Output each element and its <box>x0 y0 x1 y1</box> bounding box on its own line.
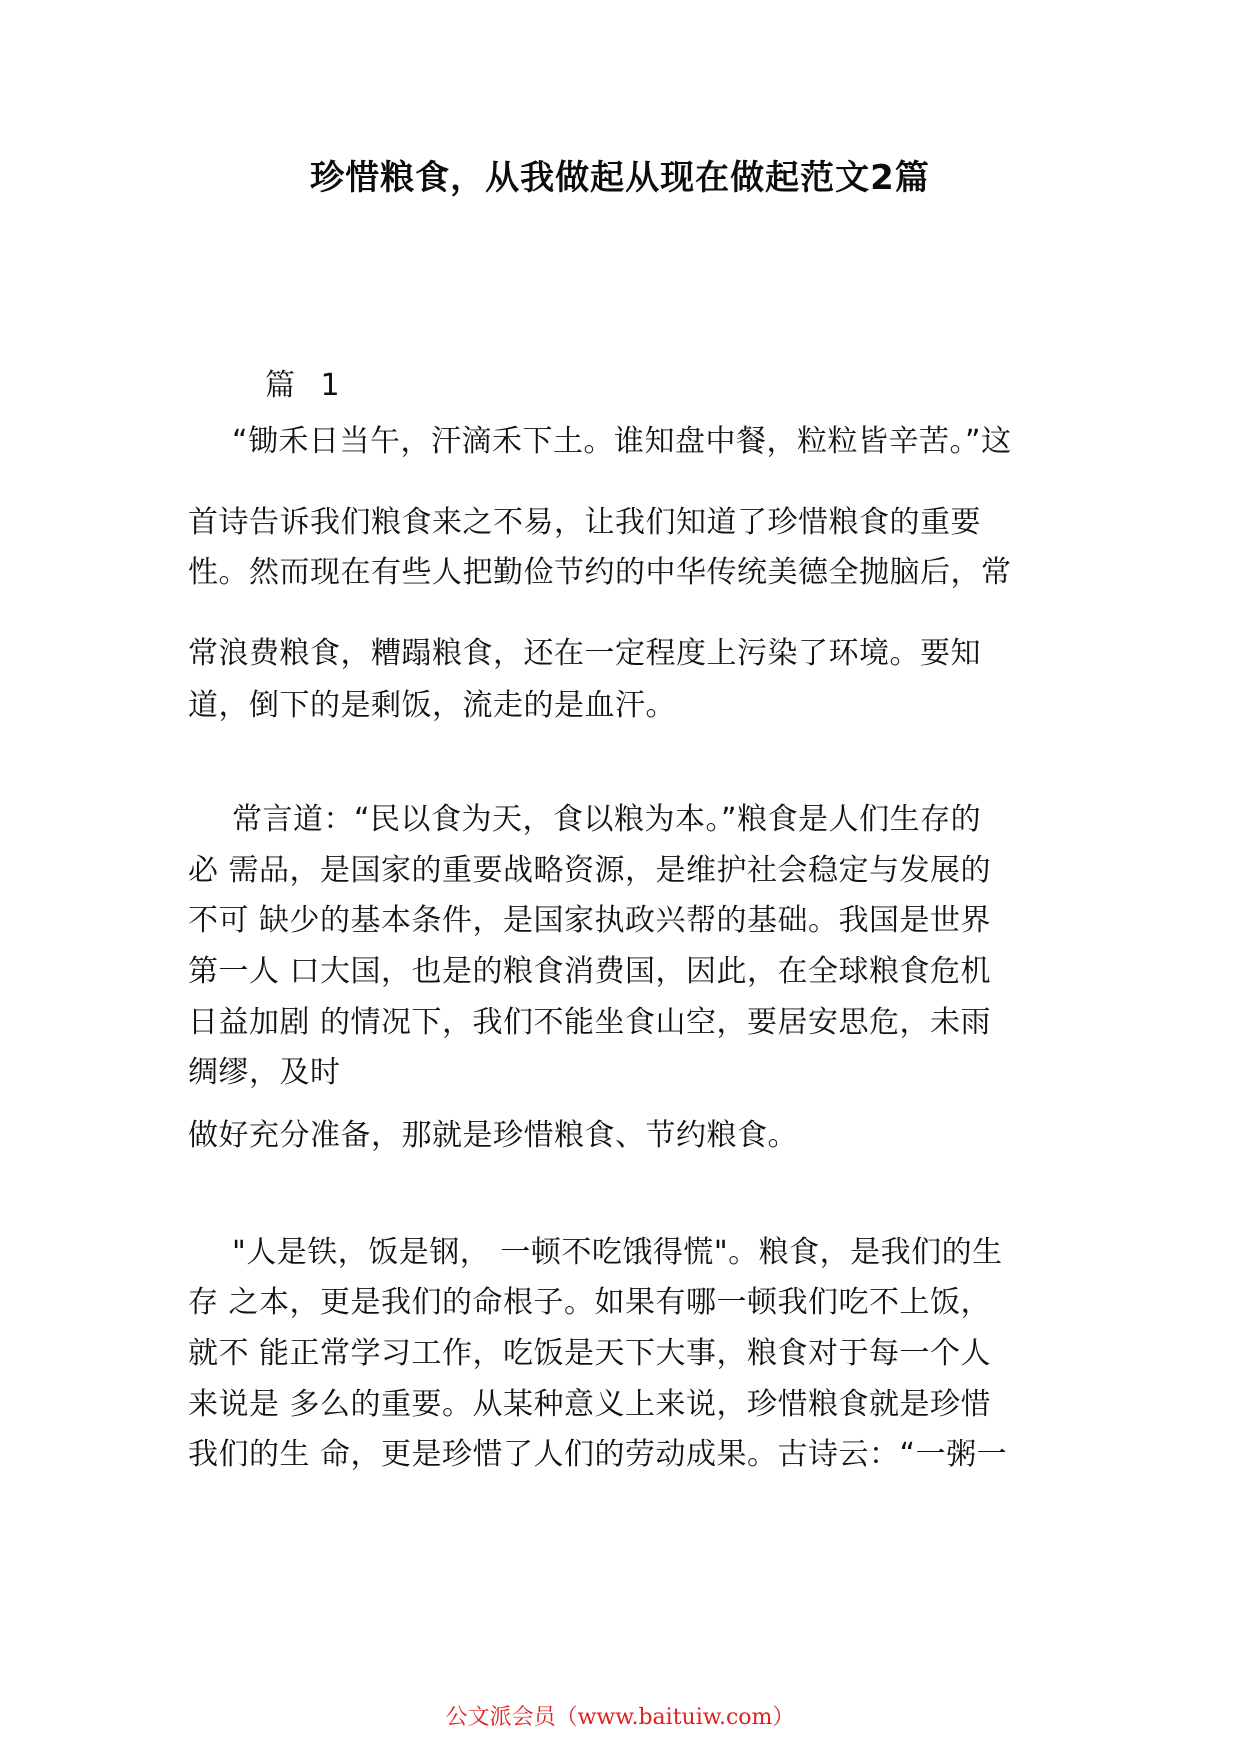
paragraph-line: 来说是 多么的重要。从某种意义上来说，珍惜粮食就是珍惜 <box>188 1387 992 1422</box>
paragraph-line: 日益加剧 的情况下，我们不能坐食山空，要居安思危，未雨 <box>188 1005 992 1040</box>
paragraph-line: 常浪费粮食，糟蹋粮食，还在一定程度上污染了环境。要知 <box>188 636 981 671</box>
paragraph-line: 常言道：“民以食为天，食以粮为本。”粮食是人们生存的 <box>232 802 982 837</box>
paragraph-line: 绸缪，及时 <box>188 1055 341 1090</box>
footer-watermark: 公文派会员（www.baituiw.com） <box>445 1705 795 1730</box>
paragraph-line: 性。然而现在有些人把勤俭节约的中华传统美德全抛脑后，常 <box>188 555 1012 590</box>
paragraph-line: 存 之本，更是我们的命根子。如果有哪一顿我们吃不上饭， <box>188 1285 992 1320</box>
paragraph-line: 就不 能正常学习工作，吃饭是天下大事，粮食对于每一个人 <box>188 1336 992 1371</box>
paragraph-line: 做好充分准备，那就是珍惜粮食、节约粮食。 <box>188 1118 798 1153</box>
paragraph-line: 首诗告诉我们粮食来之不易，让我们知道了珍惜粮食的重要 <box>188 505 981 540</box>
section-label: 篇 1 <box>265 368 348 403</box>
paragraph-line: 我们的生 命，更是珍惜了人们的劳动成果。古诗云：“一粥一 <box>188 1437 1008 1472</box>
paragraph-line: 不可 缺少的基本条件，是国家执政兴帮的基础。我国是世界 <box>188 903 992 938</box>
paragraph-line: "人是铁，饭是钢， 一顿不吃饿得慌"。粮食，是我们的生 <box>232 1235 1003 1270</box>
paragraph-line: 必 需品，是国家的重要战略资源，是维护社会稳定与发展的 <box>188 853 992 888</box>
document-title: 珍惜粮食，从我做起从现在做起范文2篇 <box>310 158 930 198</box>
paragraph-line: 第一人 口大国，也是的粮食消费国，因此，在全球粮食危机 <box>188 954 992 989</box>
paragraph-line: “锄禾日当午，汗滴禾下土。谁知盘中餐，粒粒皆辛苦。”这 <box>232 424 1012 459</box>
paragraph-line: 道，倒下的是剩饭，流走的是血汗。 <box>188 688 676 723</box>
